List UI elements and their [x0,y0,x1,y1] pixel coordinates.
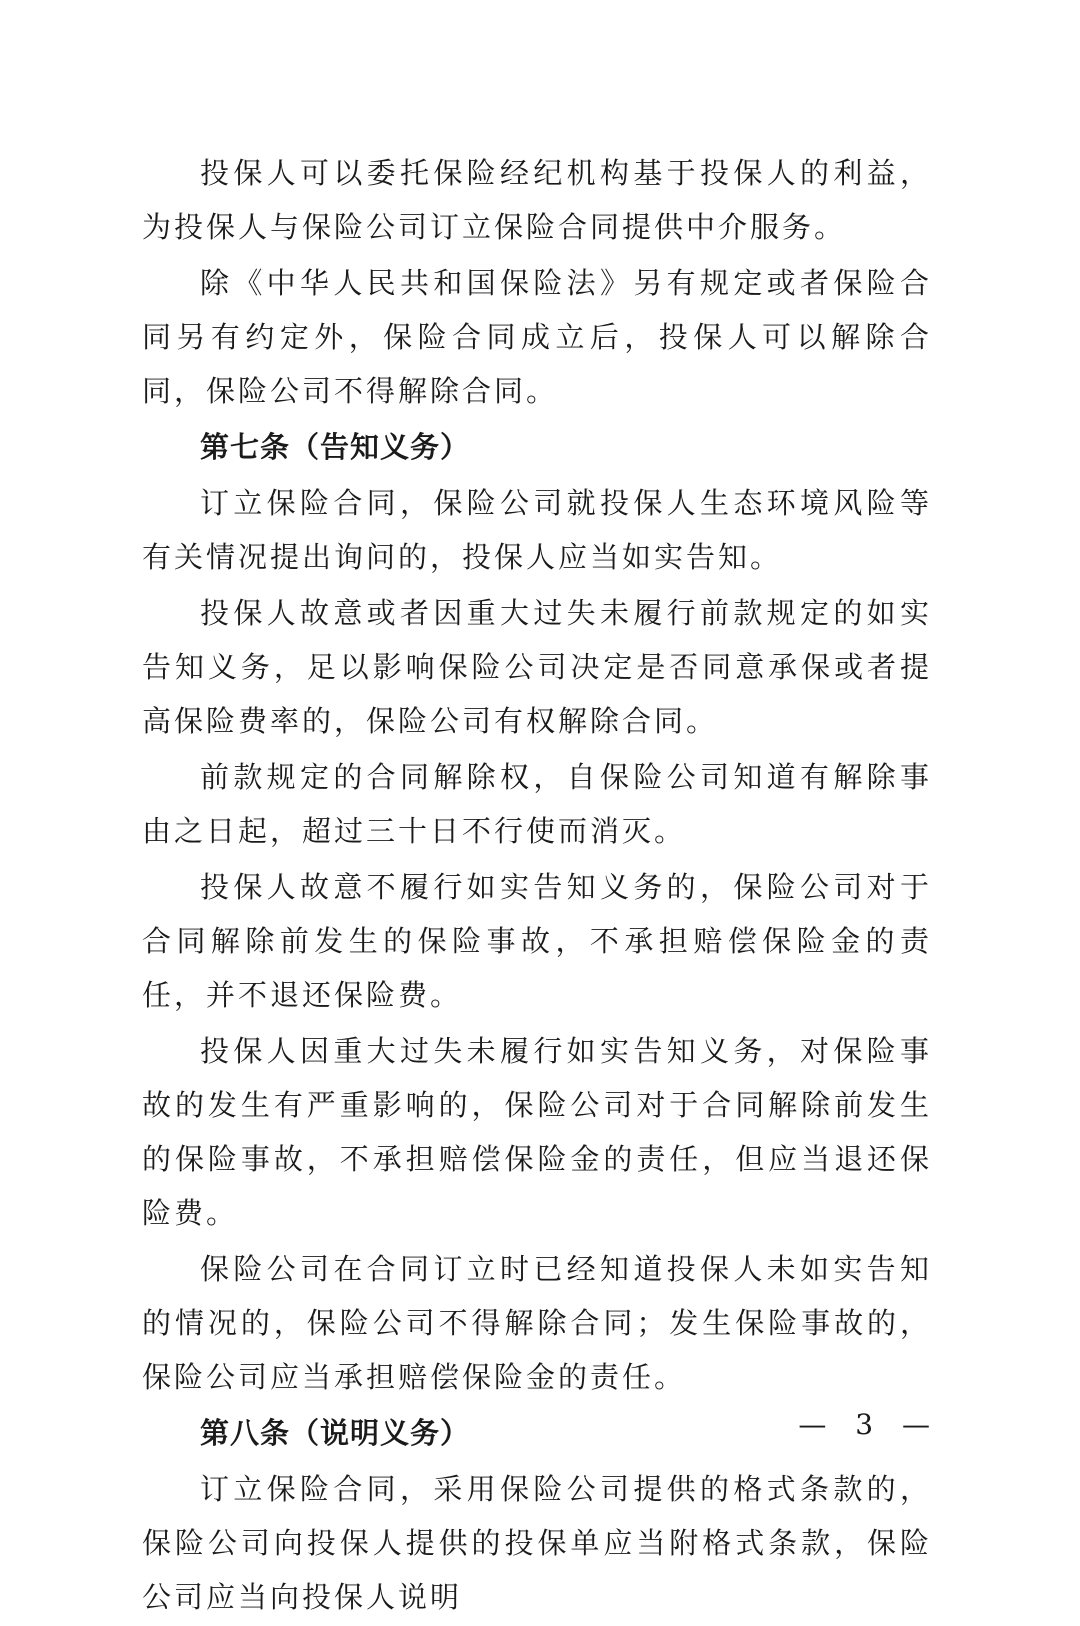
paragraph-intentional-nondisclosure: 投保人故意不履行如实告知义务的，保险公司对于合同解除前发生的保险事故，不承担赔偿保险金的责任，并不退还保险费。 [142,870,932,1012]
paragraph-contract-termination: 除《中华人民共和国保险法》另有规定或者保险合同另有约定外，保险合同成立后，投保人可以解除合同，保险公司不得解除合同。 [142,266,932,408]
paragraph-disclosure-duty: 订立保险合同，保险公司就投保人生态环境风险等有关情况提出询问的，投保人应当如实告知。 [142,486,932,574]
paragraph-insurer-knowledge: 保险公司在合同订立时已经知道投保人未如实告知的情况的，保险公司不得解除合同；发生保险事故的，保险公司应当承担赔偿保险金的责任。 [142,1252,932,1394]
paragraph-explanation-duty: 订立保险合同，采用保险公司提供的格式条款的，保险公司向投保人提供的投保单应当附格式条款，保险公司应当向投保人说明 [142,1472,932,1614]
paragraph-negligent-nondisclosure: 投保人因重大过失未履行如实告知义务，对保险事故的发生有严重影响的，保险公司对于合同解除前发生的保险事故，不承担赔偿保险金的责任，但应当退还保险费。 [142,1034,932,1230]
article-8-heading: 第八条（说明义务） [200,1416,471,1450]
page-number: — 3 — [798,1408,940,1441]
paragraph-failure-to-disclose: 投保人故意或者因重大过失未履行前款规定的如实告知义务，足以影响保险公司决定是否同意承保或者提高保险费率的，保险公司有权解除合同。 [142,596,932,738]
article-7-heading: 第七条（告知义务） [200,430,471,464]
paragraph-termination-right-expiry: 前款规定的合同解除权，自保险公司知道有解除事由之日起，超过三十日不行使而消灭。 [142,760,932,848]
document-body [142,146,932,1626]
paragraph-broker-service: 投保人可以委托保险经纪机构基于投保人的利益，为投保人与保险公司订立保险合同提供中介服务。 [142,156,932,244]
